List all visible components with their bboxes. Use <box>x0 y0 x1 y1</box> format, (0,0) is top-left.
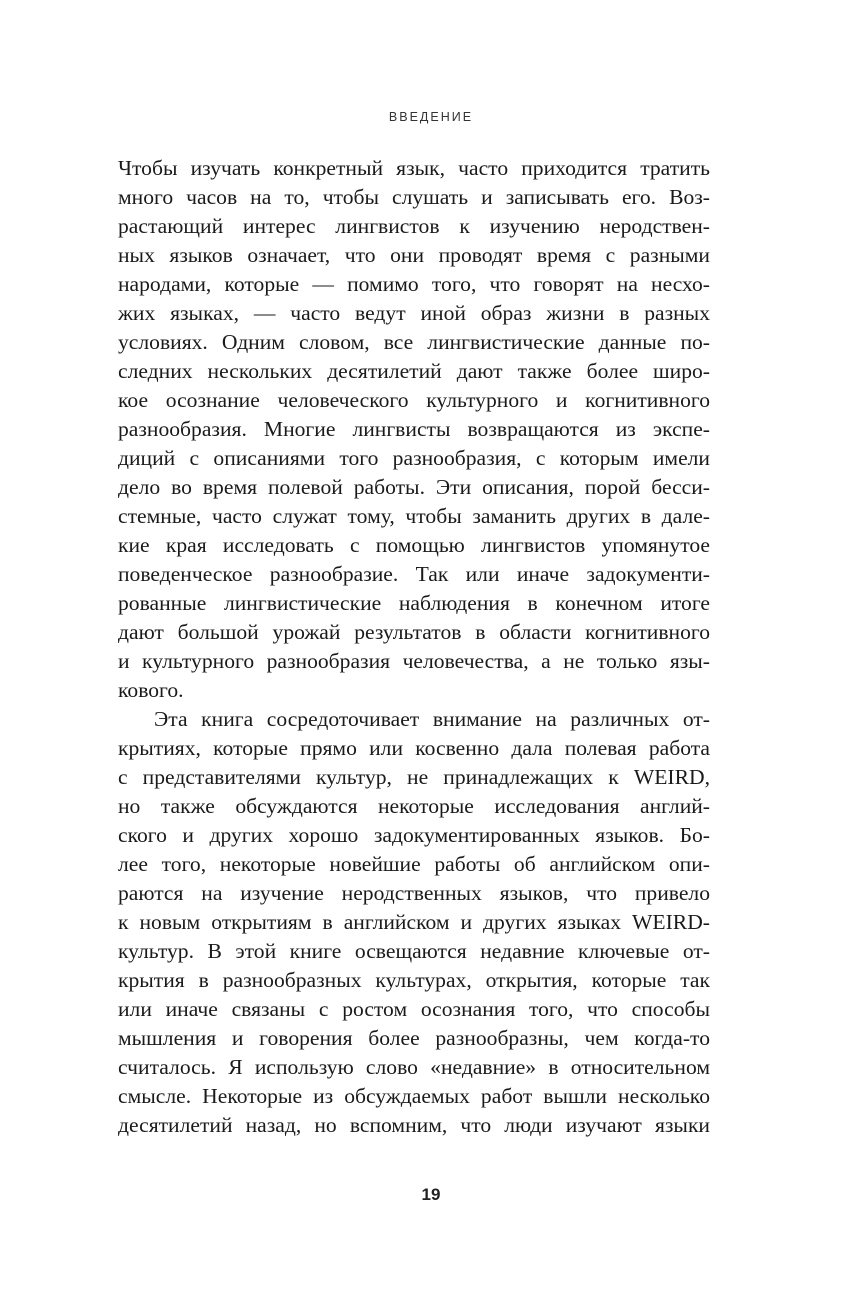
text-line: дело во время полевой работы. Эти описания, порой бесси- <box>118 475 710 499</box>
text-line: раются на изучение неродственных языков, что привело <box>118 881 710 905</box>
text-line: кового. <box>118 678 184 702</box>
text-line: с представителями культур, не принадлежащих к WEIRD, <box>118 765 710 789</box>
text-line: следних нескольких десятилетий дают также более широ- <box>118 359 710 383</box>
text-line: крытиях, которые прямо или косвенно дала полевая работа <box>118 736 710 760</box>
text-line: кое осознание человеческого культурного и когнитивного <box>118 388 710 412</box>
text-line: диций с описаниями того разнообразия, с которым имели <box>118 446 710 470</box>
text-line: Эта книга сосредоточивает внимание на различных от- <box>154 707 710 731</box>
text-line: крытия в разнообразных культурах, открытия, которые так <box>118 968 710 992</box>
text-line: условиях. Одним словом, все лингвистические данные по- <box>118 330 710 354</box>
page-number: 19 <box>421 1185 441 1204</box>
text-line: считалось. Я использую слово «недавние» в относительном <box>118 1055 710 1079</box>
text-line: смысле. Некоторые из обсуждаемых работ вышли несколько <box>118 1084 710 1108</box>
text-line: поведенческое разнообразие. Так или иначе задокументи- <box>118 562 710 586</box>
paragraph-1 <box>118 154 710 705</box>
text-line: мышления и говорения более разнообразны, чем когда-то <box>118 1026 710 1050</box>
paragraph-2 <box>118 705 710 1140</box>
running-head: ВВЕДЕНИЕ <box>388 110 474 124</box>
text-line: рованные лингвистические наблюдения в конечном итоге <box>118 591 710 615</box>
text-line: жих языках, — часто ведут иной образ жизни в разных <box>118 301 710 325</box>
text-line: растающий интерес лингвистов к изучению неродствен- <box>118 214 710 238</box>
text-line: к новым открытиям в английском и других языках WEIRD- <box>118 910 710 934</box>
text-line: дают большой урожай результатов в области когнитивного <box>118 620 710 644</box>
text-line: ных языков означает, что они проводят время с разными <box>118 243 710 267</box>
text-line: кие края исследовать с помощью лингвистов упомянутое <box>118 533 710 557</box>
text-line: ского и других хорошо задокументированных языков. Бо- <box>118 823 710 847</box>
text-line: много часов на то, чтобы слушать и записывать его. Воз- <box>118 185 710 209</box>
text-line: лее того, некоторые новейшие работы об английском опи- <box>118 852 710 876</box>
text-line: Чтобы изучать конкретный язык, часто приходится тратить <box>118 156 710 180</box>
text-line: народами, которые — помимо того, что говорят на несхо- <box>118 272 710 296</box>
text-line: но также обсуждаются некоторые исследования англий- <box>118 794 710 818</box>
body-text <box>118 154 710 1140</box>
text-line: десятилетий назад, но вспомним, что люди изучают языки <box>118 1113 710 1137</box>
text-line: разнообразия. Многие лингвисты возвращаются из экспе- <box>118 417 710 441</box>
text-line: и культурного разнообразия человечества, а не только язы- <box>118 649 710 673</box>
text-line: культур. В этой книге освещаются недавние ключевые от- <box>118 939 710 963</box>
text-line: или иначе связаны с ростом осознания того, что способы <box>118 997 710 1021</box>
text-line: стемные, часто служат тому, чтобы заманить других в дале- <box>118 504 710 528</box>
